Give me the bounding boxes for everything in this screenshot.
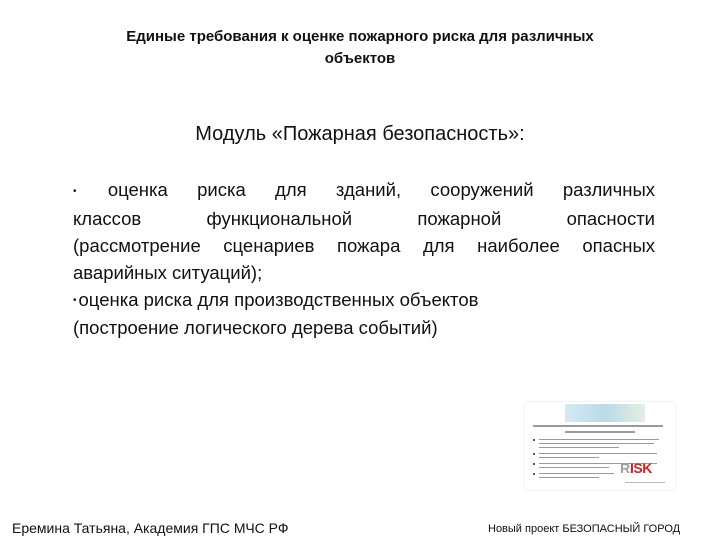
thumbnail-banner — [565, 404, 645, 422]
thumbnail-image — [525, 402, 675, 490]
bullet-item-production — [73, 286, 655, 342]
thumbnail-text-line — [533, 425, 663, 427]
svg-text:R: R — [620, 460, 630, 476]
slide-title-line-1: Единые требования к оценке пожарного риска для различных — [126, 28, 594, 45]
thumbnail-text-line — [539, 447, 619, 448]
slide-title-line-2: объектов — [324, 50, 396, 67]
footer-author: Еремина Татьяна, Академия ГПС МЧС РФ — [12, 520, 289, 536]
svg-text:ISK: ISK — [630, 460, 652, 476]
thumbnail-text-line — [539, 453, 657, 454]
thumbnail-text-line — [539, 477, 599, 478]
bullet-line: (рассмотрение сценариев пожара для наиболее опасных — [73, 234, 655, 256]
thumbnail-text-line — [539, 443, 654, 444]
thumbnail-bullet — [533, 453, 535, 455]
bullet-list — [73, 176, 655, 341]
risk-logo — [620, 460, 664, 479]
thumbnail-caption-line — [625, 482, 665, 483]
bullet-text: оценка риска для зданий, сооружений различных — [107, 179, 656, 200]
thumbnail-bullet — [533, 463, 535, 465]
thumbnail-text-line — [539, 439, 659, 440]
bullet-text: оценка риска для производственных объектов — [78, 288, 479, 310]
risk-logo-icon — [620, 460, 664, 476]
slide-title — [60, 26, 660, 70]
thumbnail-text-line — [565, 431, 635, 433]
bullet-marker: • — [73, 185, 77, 197]
module-title: Модуль «Пожарная безопасность»: — [195, 123, 525, 145]
thumbnail-bullet — [533, 439, 535, 441]
bullet-item-buildings — [73, 176, 655, 286]
bullet-line: аварийных ситуаций); — [73, 261, 263, 283]
thumbnail-bullet — [533, 473, 535, 475]
bullet-line — [73, 286, 655, 315]
footer-project: Новый проект БЕЗОПАСНЫЙ ГОРОД — [488, 523, 681, 535]
bullet-line — [73, 176, 655, 205]
thumbnail-text-line — [539, 473, 614, 474]
thumbnail-text-line — [539, 467, 609, 468]
bullet-line: классов функциональной пожарной опасности — [73, 207, 655, 229]
bullet-line: (построение логического дерева событий) — [73, 317, 438, 339]
thumbnail-text-line — [539, 457, 599, 458]
bullet-marker: • — [73, 295, 77, 307]
